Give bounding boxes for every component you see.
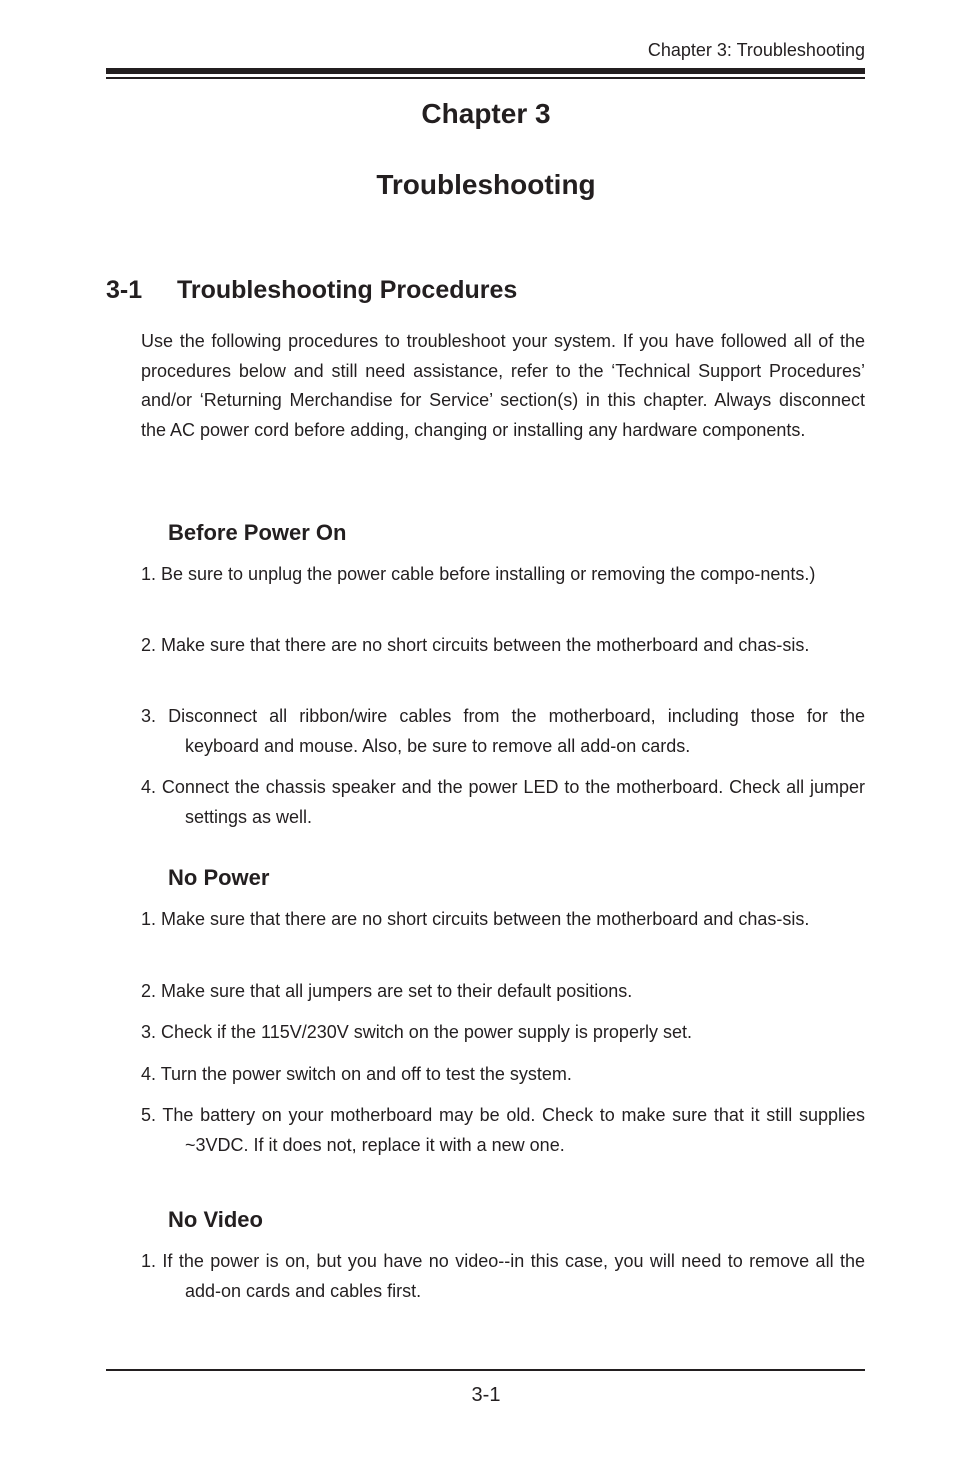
list-item: 1. Make sure that there are no short circuits between the motherboard and chas-sis.: [141, 909, 810, 929]
section-number: 3-1: [106, 276, 143, 304]
header-rule-thick: [106, 68, 865, 74]
subheading-before-power-on: Before Power On: [168, 520, 347, 545]
list-item: 1. If the power is on, but you have no video--in this case, you will need to remove all the add-on cards and cables first.: [141, 1251, 865, 1301]
list-item: 2. Make sure that all jumpers are set to their default positions.: [141, 981, 633, 1001]
list-item: 4. Connect the chassis speaker and the power LED to the motherboard. Check all jumper settings as well.: [141, 777, 865, 827]
list-item: 3. Check if the 115V/230V switch on the power supply is properly set.: [141, 1022, 692, 1042]
chapter-number: Chapter 3: [421, 98, 551, 129]
list-item: 3. Disconnect all ribbon/wire cables from the motherboard, including those for the keyboard and mouse. Also, be sure to remove all add-on cards.: [141, 706, 865, 756]
list-item: 4. Turn the power switch on and off to test the system.: [141, 1064, 572, 1084]
subheading-no-power: No Power: [168, 865, 270, 890]
list-item: 1. Be sure to unplug the power cable before installing or removing the compo-nents.): [141, 564, 816, 584]
page-number: 3-1: [471, 1384, 501, 1406]
header-rule-thin: [106, 77, 865, 79]
list-item: 2. Make sure that there are no short circuits between the motherboard and chas-sis.: [141, 635, 810, 655]
running-head: Chapter 3: Troubleshooting: [647, 40, 865, 60]
section-title: Troubleshooting Procedures: [177, 276, 518, 304]
list-item: 5. The battery on your motherboard may be old. Check to make sure that it still supplies ~3VDC. If it does not, replace it with a new one.: [141, 1105, 865, 1155]
subheading-no-video: No Video: [168, 1207, 263, 1232]
chapter-title: Troubleshooting: [376, 169, 596, 200]
section-heading: [106, 276, 517, 305]
intro-paragraph: Use the following procedures to troubleshoot your system. If you have followed all of the procedures below and still need assistance, refer to the ‘Technical Support Procedures’ and/or ‘Returning Merchandise for Service’ section(s) in this chapter. Always disconnect the AC power cord before adding, changing or installing any hardware components.: [141, 331, 865, 441]
footer-rule: [106, 1369, 865, 1371]
